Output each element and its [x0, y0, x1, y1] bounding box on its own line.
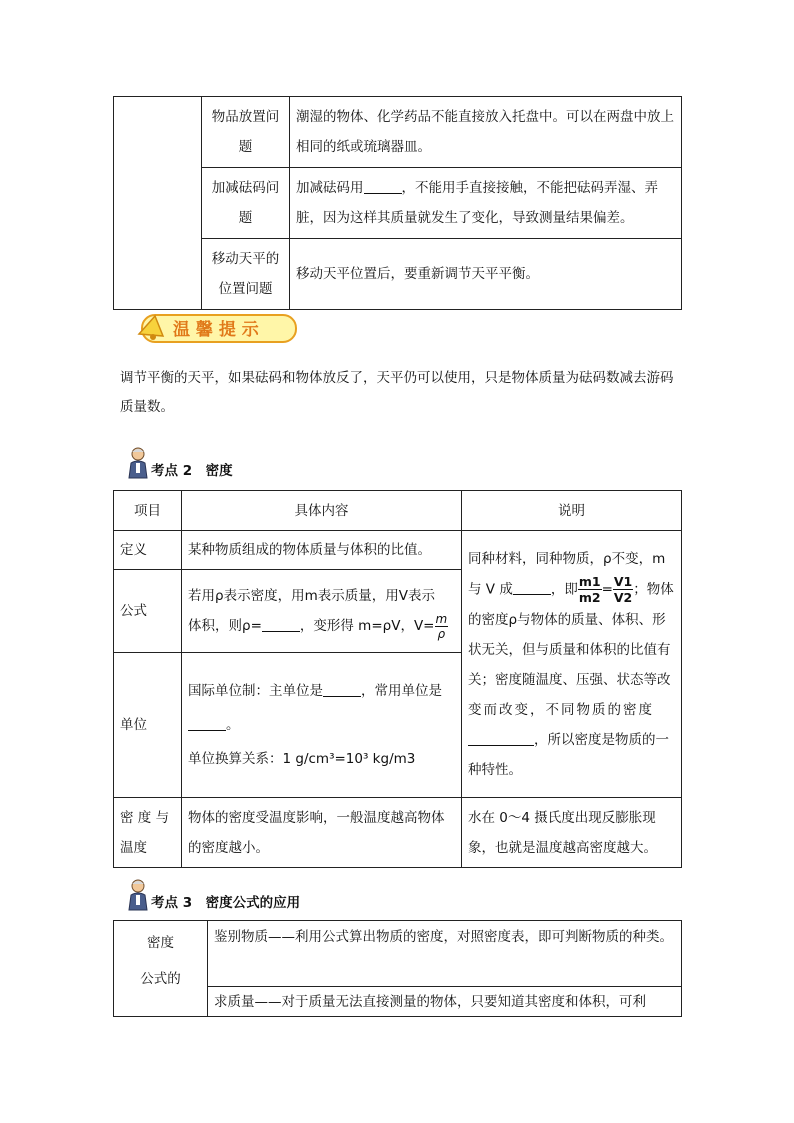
temperature-content: 物体的密度受温度影响，一般温度越高物体的密度越小。	[182, 798, 462, 868]
warm-tip-banner	[133, 312, 299, 346]
kaodian-2-title: 考点 2 密度	[151, 463, 233, 479]
fill-blank[interactable]	[468, 729, 534, 746]
table-row-label: 移动天平的位置问题	[202, 239, 290, 310]
kaodian-2-heading	[125, 452, 325, 482]
formula-content: 若用ρ表示密度，用m表示质量，用V表示 体积，则ρ= ，变形得 m=ρV，V= $\frac{m}{\rho}$	[182, 570, 462, 653]
fill-blank[interactable]	[364, 177, 402, 194]
density-note-cell: 同种材料，同种物质，ρ不变，m 与 V 成 ，即 $\frac{m1}{m2}$ = $\frac{V1}{V2}$ ；物体 的密度ρ与物体的质量、体积、形 状无关，但与质量和体积的比值有 关；密度随温度、压强、状态等改 变而改变，不同物质的密度 ，所以密度是物质的一 种特性。	[462, 531, 682, 798]
fraction-m-rho: $\frac{m}{\rho}$	[435, 611, 448, 641]
teacher-icon	[125, 446, 151, 480]
fill-blank[interactable]	[188, 714, 226, 731]
tip-paragraph: 调节平衡的天平，如果砝码和物体放反了，天平仍可以使用，只是物体质量为砝码数减去游码质量数。	[120, 370, 674, 415]
table-row-content: 加减砝码用 ，不能用手直接接触，不能把砝码弄湿、弄脏，因为这样其质量就发生了变化，导致测量结果偏差。	[290, 168, 682, 239]
temperature-note: 水在 0～4 摄氏度出现反膨胀现象，也就是温度越高密度越大。	[462, 798, 682, 868]
banner-text: 温 馨 提 示	[173, 320, 259, 340]
teacher-icon	[125, 878, 151, 912]
unit-content: 国际单位制：主单位是 ，常用单位是 。 单位换算关系：1 g/cm³=10³ kg/m3	[182, 653, 462, 798]
fraction-m1-m2: $\frac{m1}{m2}$	[578, 573, 601, 605]
row-label-definition: 定义	[114, 531, 182, 570]
fill-blank[interactable]	[323, 680, 361, 697]
row-label-application: 密度 公式的	[114, 921, 208, 1017]
table-row-label: 加减砝码问题	[202, 168, 290, 239]
fill-blank[interactable]	[513, 578, 551, 595]
row-label-temperature: 密 度 与 温度	[114, 798, 182, 868]
application-identify: 鉴别物质——利用公式算出物质的密度，对照密度表，即可判断物质的种类。	[208, 921, 682, 987]
table-row-content: 潮湿的物体、化学药品不能直接放入托盘中。可以在两盘中放上相同的纸或琉璃器皿。	[290, 97, 682, 168]
header-item: 项目	[114, 491, 182, 531]
density-table	[113, 490, 682, 868]
definition-content: 某种物质组成的物体质量与体积的比值。	[182, 531, 462, 570]
row-label-formula: 公式	[114, 570, 182, 653]
kaodian-3-title: 考点 3 密度公式的应用	[151, 895, 301, 911]
fill-blank[interactable]	[262, 615, 300, 632]
fraction-v1-v2: $\frac{V1}{V2}$	[613, 573, 633, 605]
application-mass: 求质量——对于质量无法直接测量的物体，只要知道其密度和体积，可利	[208, 987, 682, 1017]
density-application-table	[113, 920, 682, 1017]
table-row-content: 移动天平位置后，要重新调节天平平衡。	[290, 239, 682, 310]
header-note: 说明	[462, 491, 682, 531]
merged-blank-cell	[114, 97, 202, 310]
table-row-label: 物品放置问题	[202, 97, 290, 168]
header-content: 具体内容	[182, 491, 462, 531]
row-label-unit: 单位	[114, 653, 182, 798]
balance-notes-table	[113, 96, 682, 310]
kaodian-3-heading	[125, 884, 385, 914]
